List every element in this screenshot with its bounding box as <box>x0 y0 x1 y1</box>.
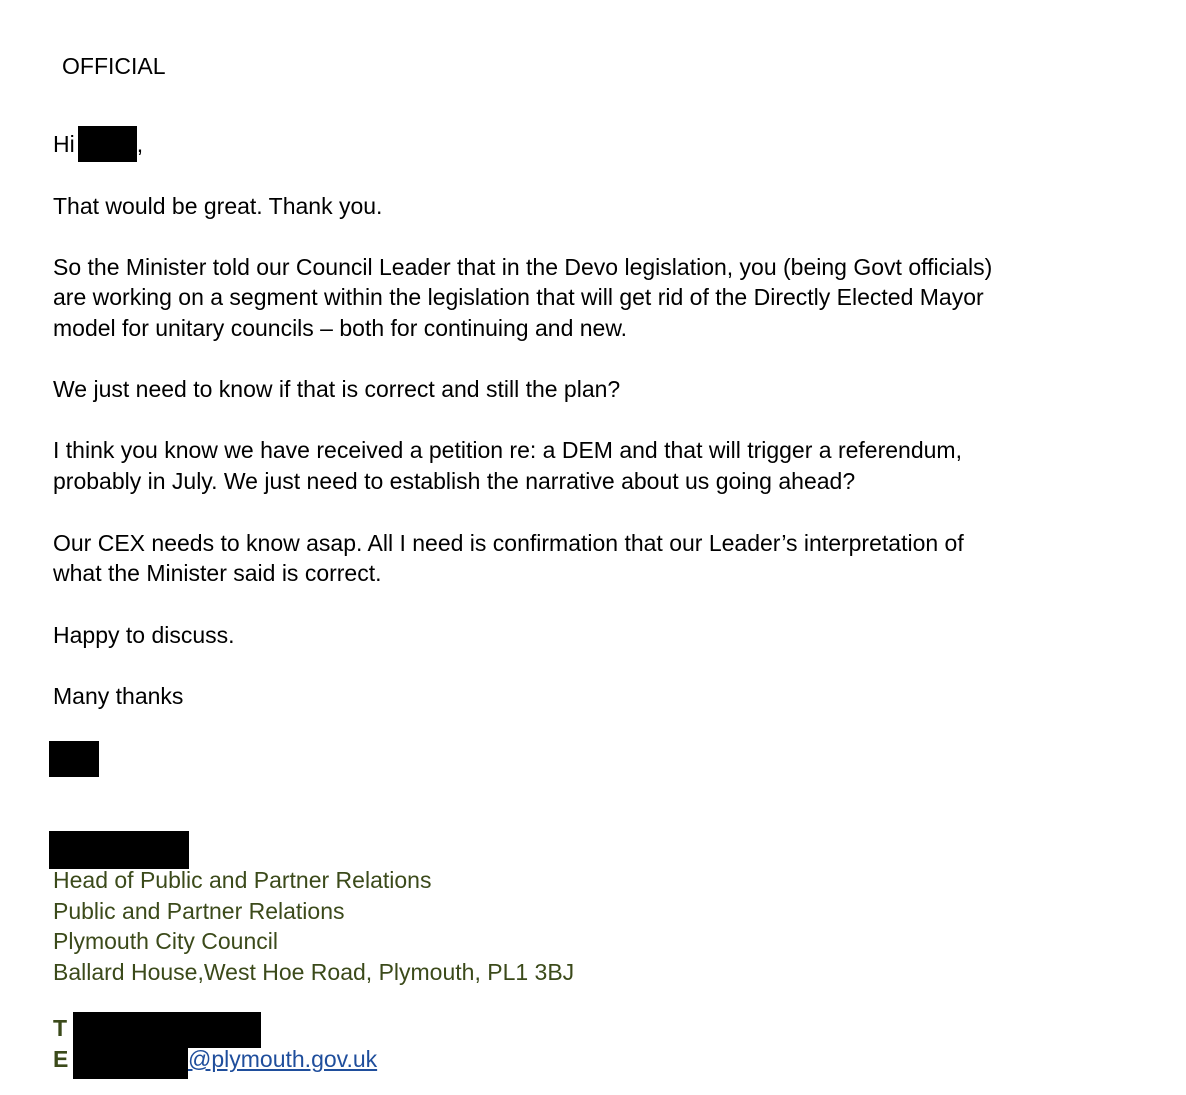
paragraph-1: That would be great. Thank you. <box>53 193 383 219</box>
classification-label: OFFICIAL <box>62 53 166 79</box>
paragraph-4-line-1: I think you know we have received a petition re: a DEM and that will trigger a referendum, <box>53 437 962 463</box>
closing: Many thanks <box>53 683 184 709</box>
signature-title: Head of Public and Partner Relations <box>53 867 432 893</box>
paragraph-2-line-3: model for unitary councils – both for continuing and new. <box>53 315 628 341</box>
email-link[interactable]: @plymouth.gov.uk <box>188 1046 378 1072</box>
email-label: E <box>53 1046 69 1072</box>
paragraph-4-line-2: probably in July. We just need to establish the narrative about us going ahead? <box>53 468 856 494</box>
paragraph-2-line-2: are working on a segment within the legislation that will get rid of the Directly Elected Mayor <box>53 284 984 310</box>
redacted-name <box>78 126 137 162</box>
greeting <box>53 129 143 162</box>
signature-department: Public and Partner Relations <box>53 898 345 924</box>
redacted-sender-name <box>49 831 189 869</box>
paragraph-6: Happy to discuss. <box>53 622 235 648</box>
redacted-email-user <box>73 1044 188 1079</box>
paragraph-5-line-2: what the Minister said is correct. <box>53 560 382 586</box>
paragraph-5-line-1: Our CEX needs to know asap. All I need is confirmation that our Leader’s interpretation of <box>53 530 964 556</box>
paragraph-2-line-1: So the Minister told our Council Leader that in the Devo legislation, you (being Govt officials) <box>53 254 993 280</box>
greeting-prefix: Hi <box>53 131 75 157</box>
greeting-suffix: , <box>136 131 144 157</box>
redacted-phone <box>73 1012 261 1048</box>
paragraph-3: We just need to know if that is correct and still the plan? <box>53 376 621 402</box>
signature-organisation: Plymouth City Council <box>53 928 278 954</box>
redacted-sender-initial <box>49 741 99 777</box>
signature-address: Ballard House,West Hoe Road, Plymouth, PL1 3BJ <box>53 959 575 985</box>
phone-label: T <box>53 1015 68 1041</box>
